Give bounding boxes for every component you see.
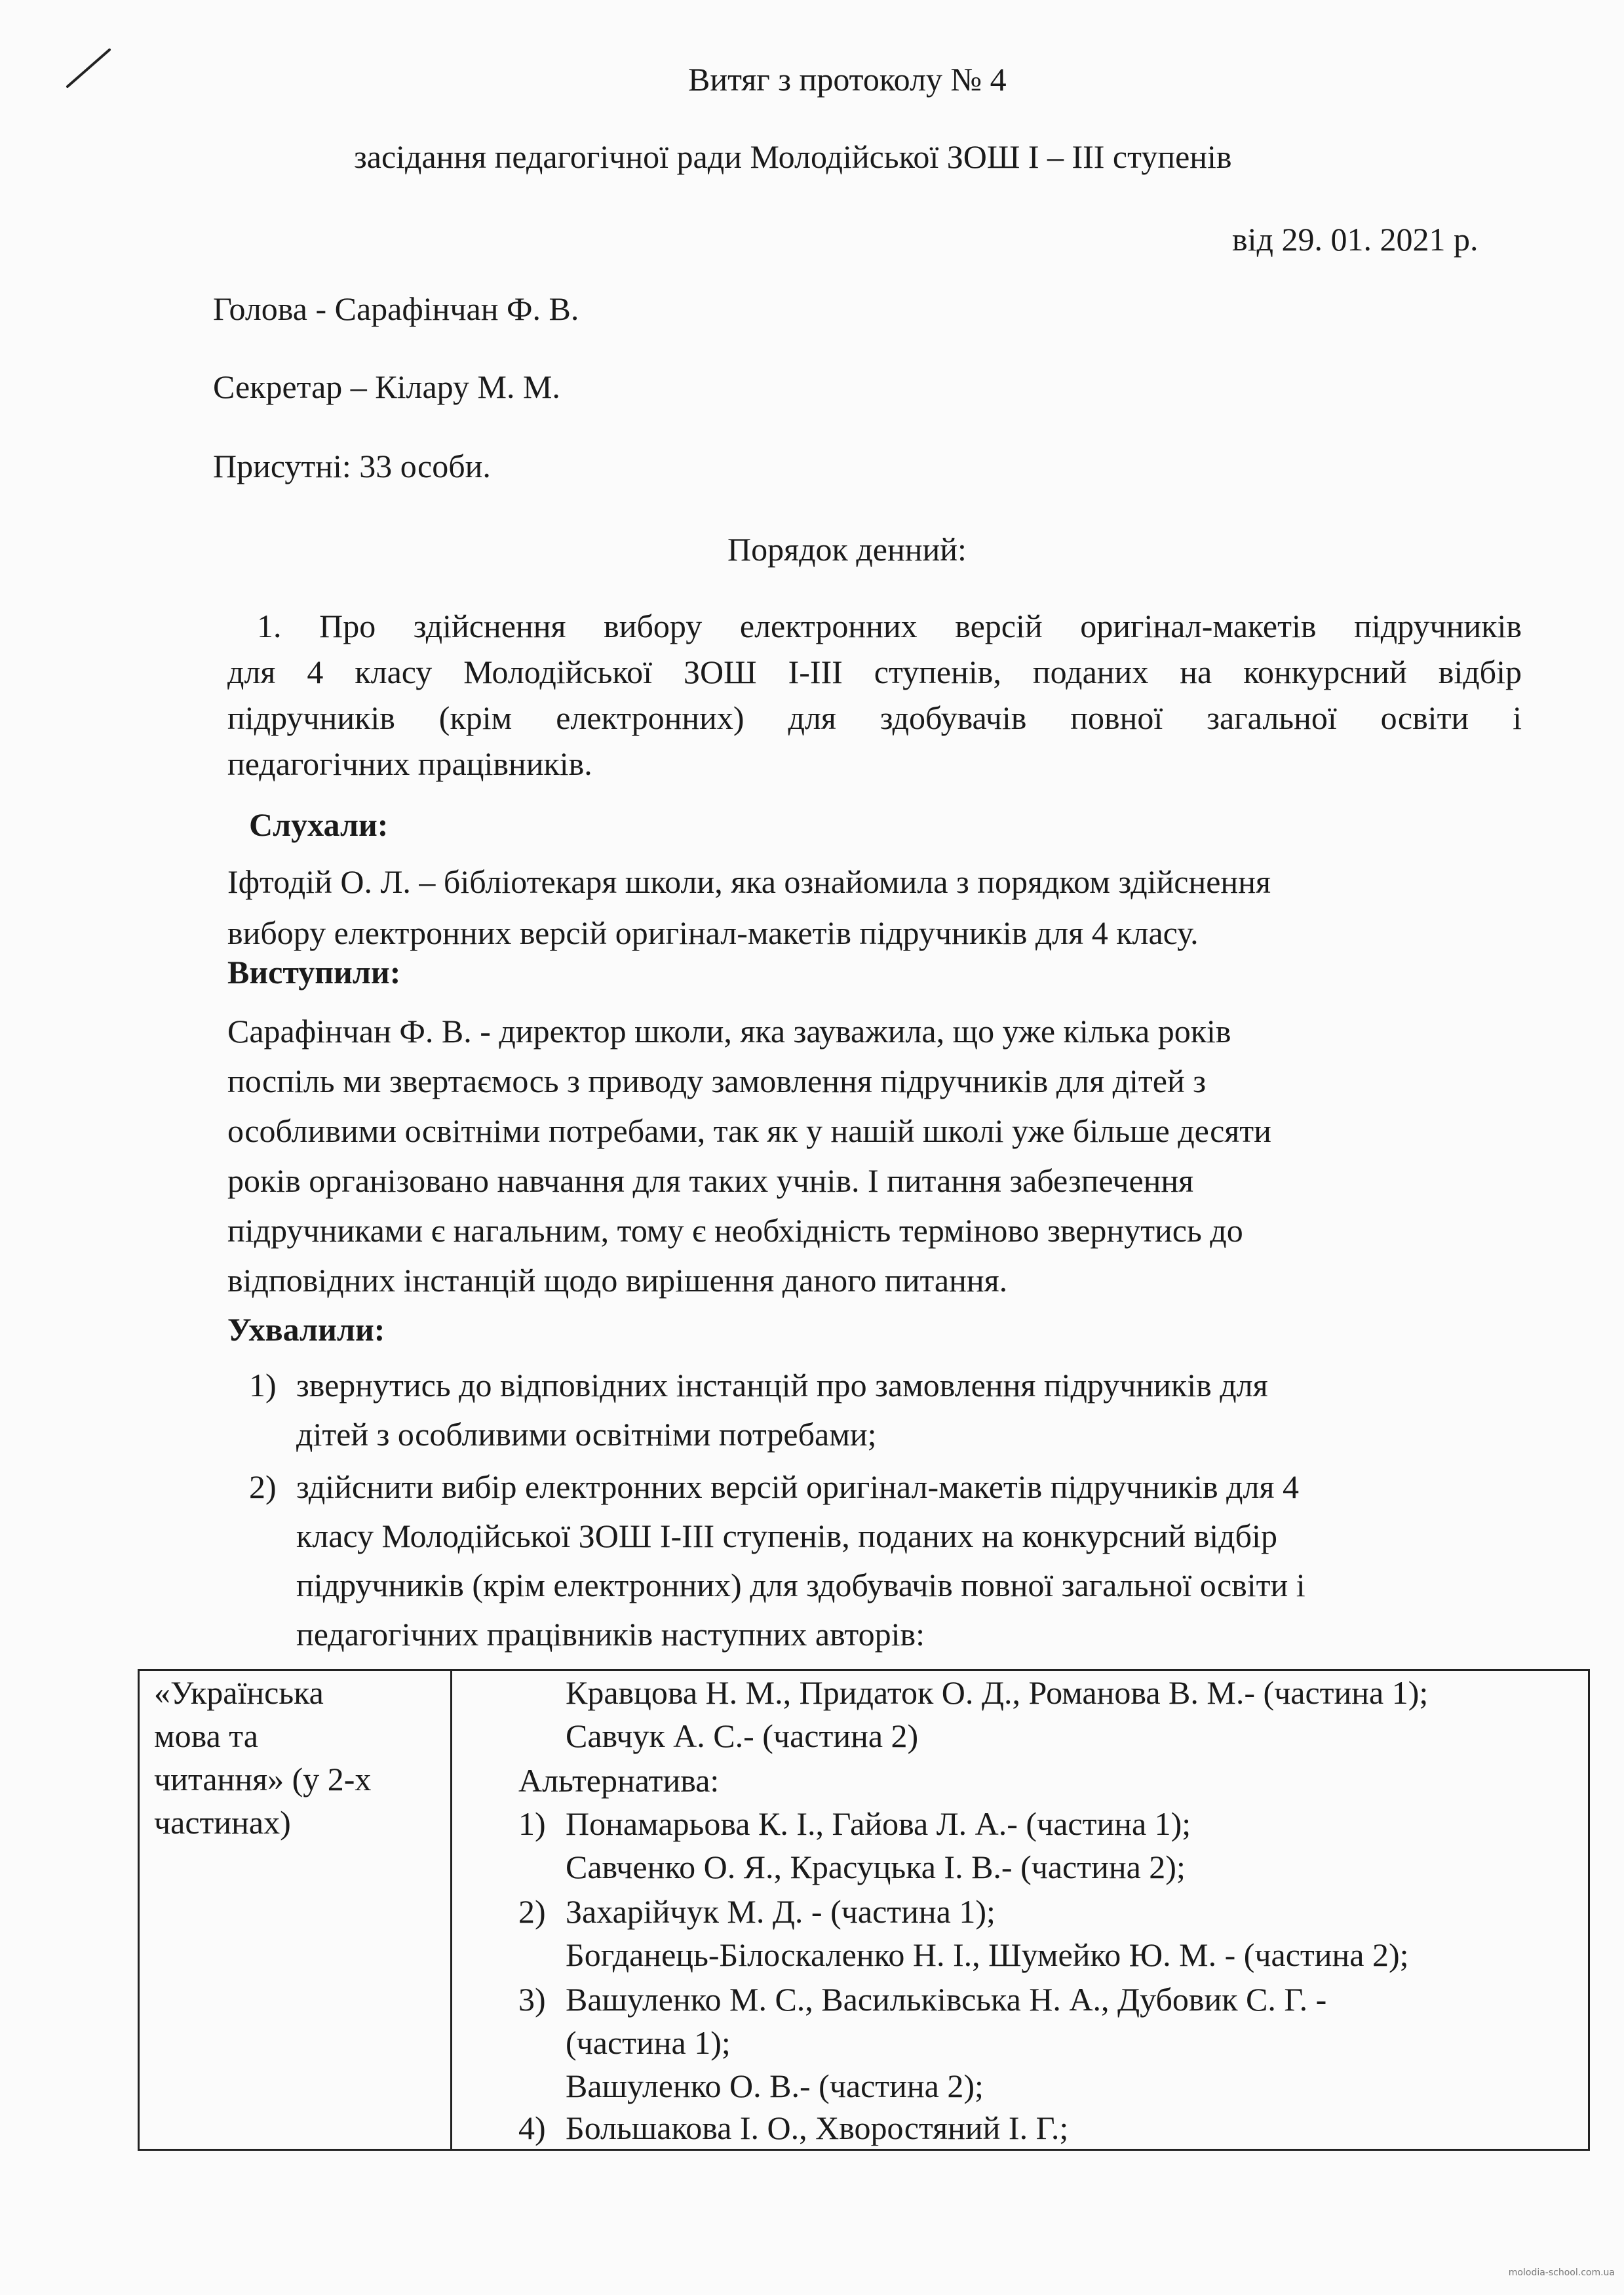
- table-main-author-line: Савчук А. С.- (частина 2): [566, 1717, 919, 1754]
- table-alternative-line: Савченко О. Я., Красуцька І. В.- (частина 2);: [566, 1849, 1186, 1885]
- spoke-label: Виступили:: [227, 954, 401, 991]
- chair-line: Голова - Сарафінчан Ф. В.: [213, 290, 579, 327]
- table-alternative-number: 2): [518, 1893, 546, 1930]
- document-date: від 29. 01. 2021 р.: [1232, 221, 1479, 258]
- table-alternative-line: Богданець-Білоскаленко Н. І., Шумейко Ю. М. - (частина 2);: [566, 1936, 1409, 1973]
- decided-item-2-number: 2): [249, 1468, 277, 1505]
- decided-item-1-line: дітей з особливими освітніми потребами;: [296, 1416, 877, 1453]
- heard-label: Слухали:: [249, 806, 389, 843]
- decided-item-1-number: 1): [249, 1367, 277, 1403]
- table-alternative-label: Альтернатива:: [518, 1762, 720, 1799]
- spoke-line: підручниками є нагальним, тому є необхідність терміново звернутись до: [227, 1212, 1243, 1249]
- spoke-line: років організовано навчання для таких учнів. І питання забезпечення: [227, 1162, 1194, 1199]
- table-subject-line: читання» (у 2-х: [154, 1761, 372, 1797]
- table-alternative-number: 1): [518, 1805, 546, 1842]
- table-subject-line: частинах): [154, 1804, 291, 1841]
- decided-item-2-line: здійснити вибір електронних версій оригінал-макетів підручників для 4: [296, 1468, 1300, 1505]
- table-subject-line: мова та: [154, 1717, 258, 1754]
- table-main-author-line: Кравцова Н. М., Придаток О. Д., Романова В. М.- (частина 1);: [566, 1674, 1429, 1711]
- heard-line: вибору електронних версій оригінал-макетів підручників для 4 класу.: [227, 914, 1199, 951]
- agenda-item-1-line: 1. Про здійснення вибору електронних версій оригінал-макетів підручників: [257, 608, 1522, 644]
- decided-item-2-line: підручників (крім електронних) для здобувачів повної загальної освіти і: [296, 1567, 1305, 1603]
- present-line: Присутні: 33 особи.: [213, 448, 491, 484]
- site-watermark: molodia-school.com.ua: [1508, 2267, 1615, 2278]
- spoke-line: Сарафінчан Ф. В. - директор школи, яка зауважила, що уже кілька років: [227, 1013, 1231, 1049]
- secretary-line: Секретар – Кілару М. М.: [213, 368, 560, 405]
- table-alternative-number: 3): [518, 1981, 546, 2018]
- document-subtitle: засідання педагогічної ради Молодійської ЗОШ І – ІІІ ступенів: [354, 138, 1232, 175]
- table-alternative-line: (частина 1);: [566, 2024, 731, 2061]
- table-subject-cell: [154, 1671, 442, 1844]
- document-title: Витяг з протоколу № 4: [688, 61, 1007, 98]
- table-alternative-line: Большакова І. О., Хворостяний І. Г.;: [566, 2109, 1069, 2146]
- table-column-divider: [450, 1671, 452, 2149]
- table-alternative-number: 4): [518, 2109, 546, 2146]
- table-alternative-line: Вашуленко О. В.- (частина 2);: [566, 2068, 984, 2104]
- table-alternative-line: Захарійчук М. Д. - (частина 1);: [566, 1893, 996, 1930]
- pen-stroke-mark: [62, 46, 115, 92]
- textbook-authors-table: [138, 1669, 1590, 2151]
- agenda-heading: Порядок денний:: [727, 531, 967, 568]
- table-alternative-line: Вашуленко М. С., Васильківська Н. А., Дубовик С. Г. -: [566, 1981, 1327, 2018]
- table-alternative-line: Понамарьова К. І., Гайова Л. А.- (частина 1);: [566, 1805, 1191, 1842]
- spoke-line: відповідних інстанцій щодо вирішення даного питання.: [227, 1262, 1008, 1299]
- heard-line: Іфтодій О. Л. – бібліотекаря школи, яка ознайомила з порядком здійснення: [227, 863, 1271, 900]
- agenda-item-1-line: підручників (крім електронних) для здобувачів повної загальної освіти і: [227, 699, 1522, 736]
- agenda-item-1-line: педагогічних працівників.: [227, 745, 592, 782]
- table-subject-line: «Українська: [154, 1674, 324, 1711]
- decided-item-1-line: звернутись до відповідних інстанцій про замовлення підручників для: [296, 1367, 1268, 1403]
- agenda-item-1: [227, 603, 1522, 787]
- decided-label: Ухвалили:: [227, 1311, 385, 1348]
- spoke-line: особливими освітніми потребами, так як у нашій школі уже більше десяти: [227, 1112, 1271, 1149]
- spoke-line: поспіль ми звертаємось з приводу замовлення підручників для дітей з: [227, 1063, 1206, 1099]
- agenda-item-1-line: для 4 класу Молодійської ЗОШ І-ІІІ ступенів, поданих на конкурсний відбір: [227, 654, 1522, 690]
- decided-item-2-line: педагогічних працівників наступних авторів:: [296, 1616, 925, 1653]
- decided-item-2-line: класу Молодійської ЗОШ І-ІІІ ступенів, поданих на конкурсний відбір: [296, 1518, 1277, 1554]
